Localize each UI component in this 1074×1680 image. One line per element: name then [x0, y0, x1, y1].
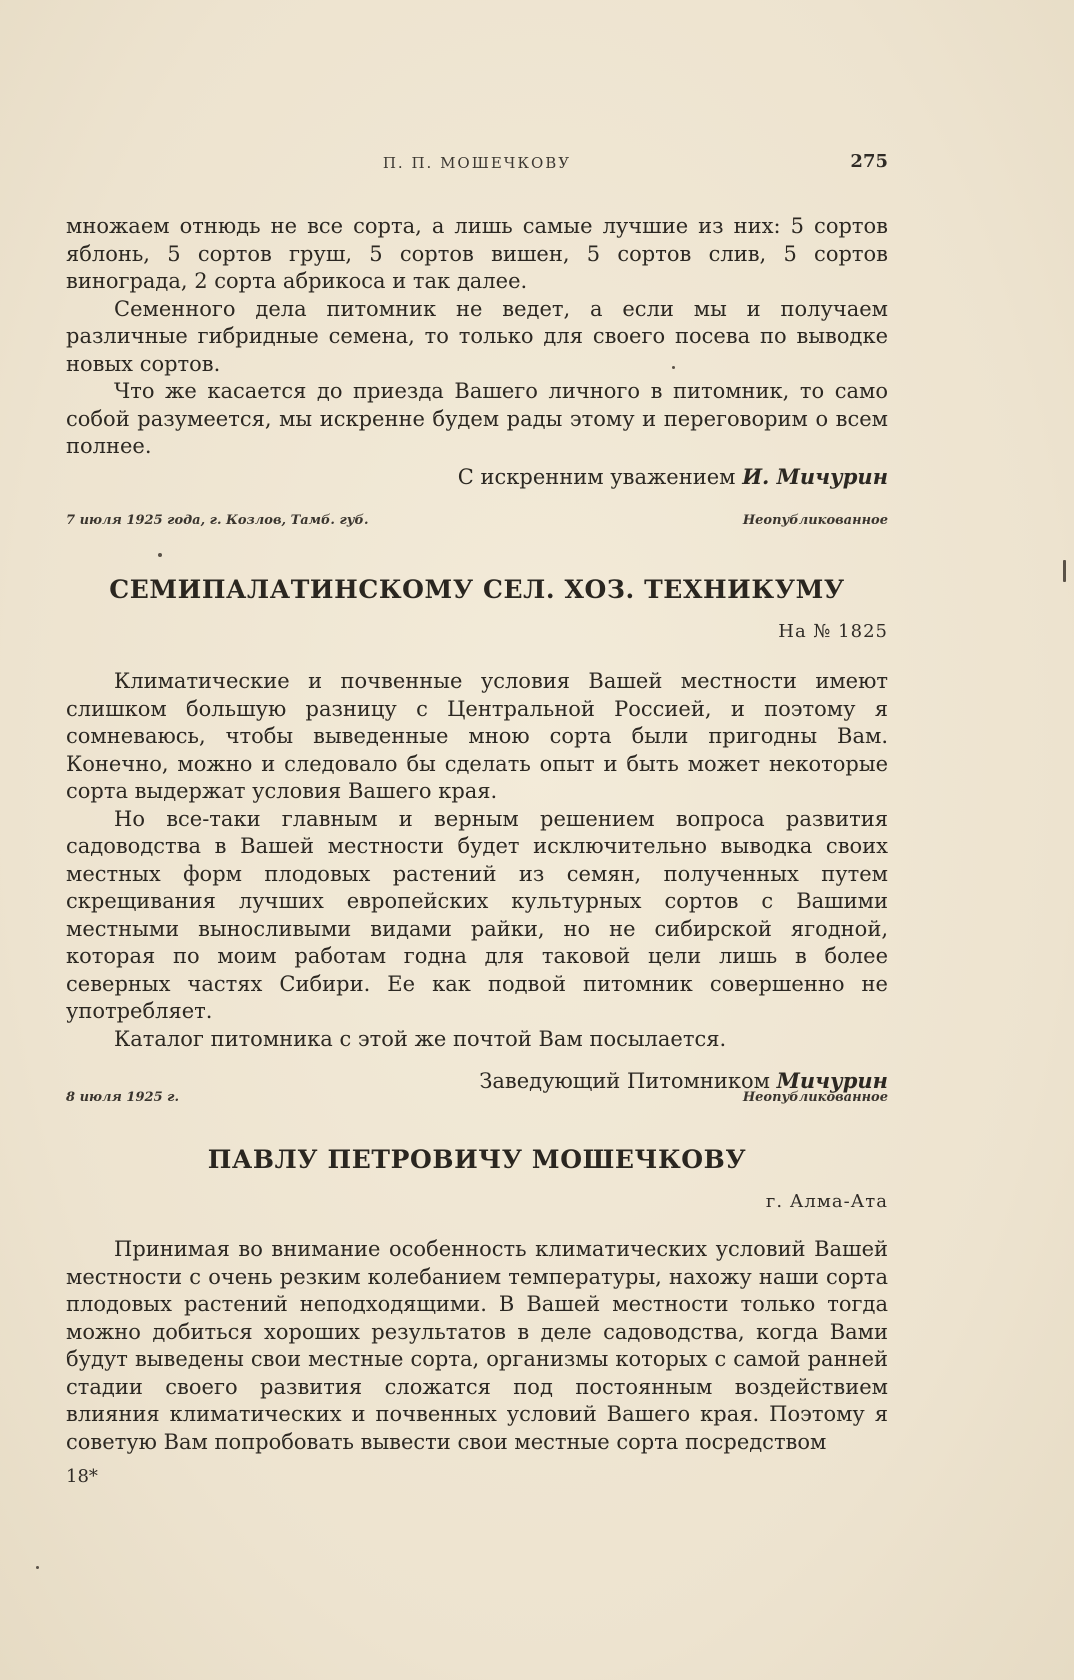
letter-1-dateline: [66, 513, 888, 533]
letter-2-closing: Заведующий Питомником: [479, 1069, 770, 1093]
letter-2-paragraph: Каталог питомника с этой же почтой Вам посылается.: [114, 1026, 727, 1051]
scan-speck: [158, 553, 162, 557]
letter-3-heading: ПАВЛУ ПЕТРОВИЧУ МОШЕЧКОВУ: [207, 1145, 747, 1174]
letter-1-closing: С искренним уважением: [457, 464, 736, 489]
letter-3-paragraph: Принимая во внимание особенность климатических условий Вашей местности с очень резким колебанием температуры, нахожу наши сорта плодовых растений неподходящими. В Вашей местности только тогда можно добиться хороших результатов в деле садоводства, когда Вами будут выведены свои местные сорта, организмы которых с самой ранней стадии своего развития сложатся под постоянным воздействием влияния климатических и почвенных условий Вашего края. Поэтому я советую Вам попробовать вывести свои местные сорта посредством: [66, 1237, 888, 1454]
letter-2-body: [66, 668, 888, 1095]
letter-2-paragraph: Климатические и почвенные условия Вашей местности имеют слишком большую разницу с Центральной Россией, и поэтому я сомневаюсь, чтобы выведенные мною сорта были пригодны Вам. Конечно, можно и следовало бы сделать опыт и быть может некоторые сорта выдержат условия Вашего края.: [66, 669, 888, 803]
page-header: [66, 150, 888, 178]
letter-1-body: [66, 213, 888, 491]
letter-2-reference: На № 1825: [778, 621, 888, 642]
letter-2-status: Неопубликованное: [742, 1090, 888, 1105]
letter-2-signature: Мичурин: [776, 1068, 888, 1093]
page-number: 275: [850, 151, 888, 172]
letter-3-body: [66, 1236, 888, 1456]
letter-1-status: Неопубликованное: [742, 513, 888, 528]
letter-1-paragraph: Семенного дела питомник не ведет, а если мы и получаем различные гибридные семена, то только для своего посева по выводке новых сортов.: [66, 296, 888, 376]
letter-1-paragraph: множаем отнюдь не все сорта, а лишь самые лучшие из них: 5 сортов яблонь, 5 сортов груш, 5 сортов вишен, 5 сортов слив, 5 сортов винограда, 2 сорта абрикоса и так далее.: [66, 214, 888, 293]
letter-1-date: 7 июля 1925 года, г. Козлов, Тамб. губ.: [66, 513, 369, 528]
running-title: П. П. МОШЕЧКОВУ: [382, 154, 572, 172]
letter-2-paragraph: Но все-таки главным и верным решением вопроса развития садоводства в Вашей местности будет исключительно выводка своих местных форм плодовых растений из семян, полученных путем скрещивания лучших европейских культурных сортов с Вашими местными выносливыми видами райки, но не сибирской ягодной, которая по моим работам годна для таковой цели лишь в более северных частях Сибири. Ее как подвой питомник совершенно не употребляет.: [66, 806, 888, 1023]
scan-speck: [1063, 560, 1066, 582]
signature-mark: 18*: [66, 1466, 98, 1487]
letter-2-dateline: [66, 1090, 888, 1110]
letter-2-heading: СЕМИПАЛАТИНСКОМУ СЕЛ. ХОЗ. ТЕХНИКУМУ: [109, 575, 845, 604]
letter-3-location: г. Алма-Ата: [765, 1191, 888, 1212]
letter-1-paragraph: Что же касается до приезда Вашего личного в питомник, то само собой разумеется, мы искренне будем рады этому и переговорим о всем полнее.: [66, 379, 888, 458]
scan-speck: [672, 366, 675, 369]
letter-1-signature: И. Мичурин: [742, 463, 888, 489]
scan-speck: [36, 1566, 39, 1569]
letter-2-date: 8 июля 1925 г.: [66, 1090, 179, 1105]
letter-1-signoff: [66, 463, 888, 491]
